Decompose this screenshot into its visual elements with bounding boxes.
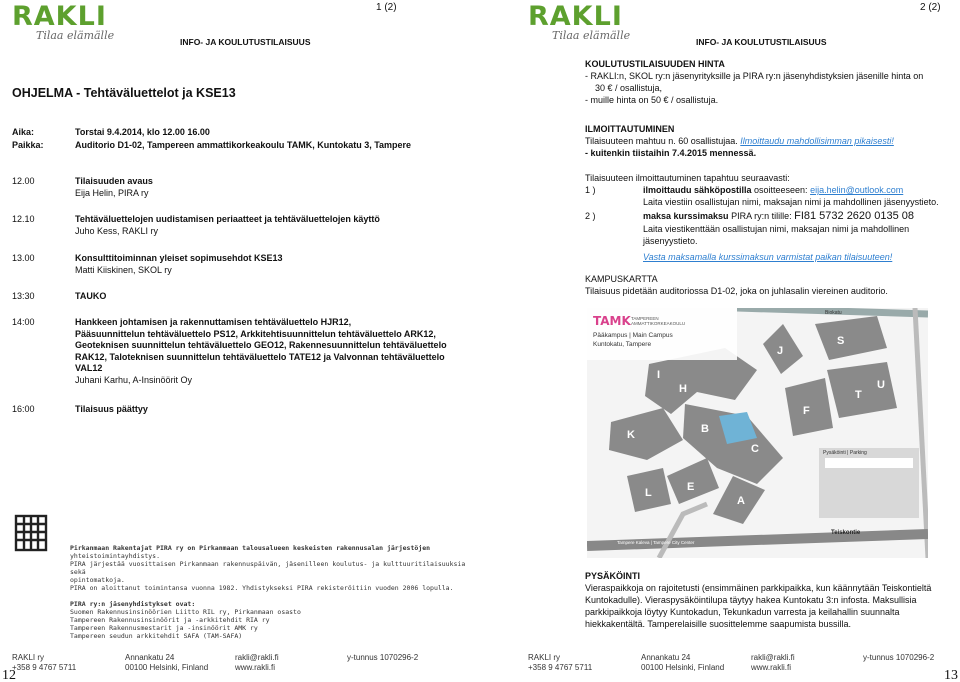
footer-city: 00100 Helsinki, Finland [641, 663, 725, 672]
parking-line: parkkipaikkoja löytyy Kuntokadun, Tekunkadun varresta ja keilahallin suunnalta [585, 607, 900, 617]
pira-logo [12, 512, 52, 558]
program-topic: Tehtäväluettelojen uudistamisen periaatteet ja tehtäväluettelojen käyttö [75, 214, 380, 224]
step2-text: PIRA ry:n tilille: [728, 211, 795, 221]
payment-warning: Vasta maksamalla kurssimaksun varmistat paikan tilaisuuteen! [643, 252, 893, 262]
campus-address: Kuntokatu, Tampere [593, 341, 652, 348]
map-letter: S [837, 335, 845, 347]
map-letter: E [687, 481, 695, 493]
step-number: 1 ) [585, 185, 596, 195]
parking-line: Kuntokadulle). Vieraspysäköintilupa täytyy hakea Kuntokatu 3:n infosta. Maksullisia [585, 595, 917, 605]
campus-title: KAMPUSKARTTA [585, 274, 658, 284]
rakli-logo [12, 1, 115, 42]
pira-text-line: opintomatkoja. [70, 576, 125, 584]
pira-member: Suomen Rakennusinsinöörien Liitto RIL ry, Pirkanmaan osasto [70, 608, 301, 616]
footer-web[interactable]: www.rakli.fi [235, 663, 276, 672]
pira-member: Tampereen Rakennusmestarit ja -insinöörit AMK ry [70, 624, 258, 632]
map-letter: T [855, 389, 862, 401]
step2-action: maksa kurssimaksu [643, 211, 729, 221]
price-title: KOULUTUSTILAISUUDEN HINTA [585, 59, 725, 69]
map-letter: L [645, 487, 652, 499]
pira-text-line [70, 592, 470, 600]
parking-line: Vieraspaikkoja on rajoitetusti (ensimmäinen parkkipaikka, kun käännytään Teiskontieltä [585, 583, 932, 593]
page-number: 2 (2) [920, 2, 941, 13]
program-topic: Tilaisuuden avaus [75, 176, 153, 186]
pira-text-line: Pirkanmaan Rakentajat PIRA ry on Pirkanmaan talousalueen keskeisten rakennusalan järjestöjen [70, 544, 431, 552]
step-number: 2 ) [585, 211, 596, 221]
footer-business-id: y-tunnus 1070296-2 [347, 653, 419, 662]
street-label: Tampere Kaleva | Tampere City Center [617, 540, 695, 545]
program-speaker: Eija Helin, PIRA ry [75, 187, 149, 198]
map-letter: B [701, 423, 709, 435]
capacity-text: Tilaisuuteen mahtuu n. 60 osallistujaa. [585, 136, 738, 146]
step1-note: Laita viestiin osallistujan nimi, maksajan nimi ja mahdollinen jäsenyystieto. [643, 197, 939, 207]
registration-title: ILMOITTAUTUMINEN [585, 124, 675, 134]
registration-section [585, 123, 950, 159]
footer-phone: +358 9 4767 5711 [12, 663, 77, 672]
campus-section [585, 273, 955, 297]
deadline-text: - kuitenkin tiistaihin 7.4.2015 mennessä. [585, 148, 757, 158]
program-time: 13:30 [12, 291, 35, 301]
section-heading: INFO- JA KOULUTUSTILAISUUS [696, 37, 827, 47]
paikka-value: Auditorio D1-02, Tampereen ammattikorkeakoulu TAMK, Kuntokatu 3, Tampere [75, 140, 412, 150]
logo-word: RAKLI [528, 1, 623, 32]
folio: 12 [2, 668, 16, 682]
street-label: Teiskontie [831, 530, 861, 536]
campus-text: Tilaisuus pidetään auditoriossa D1-02, joka on juhlasalin viereinen auditorio. [585, 286, 888, 296]
step1-text: osoitteeseen: [751, 185, 811, 195]
program-topic: Pääsuunnittelun tehtäväluettelo PS12, Arkkitehtisuunnittelun tehtäväluettelo ARK12, [75, 328, 436, 339]
map-letter: J [777, 345, 784, 357]
paikka-label: Paikka: [12, 140, 44, 150]
campus-map [587, 308, 928, 558]
tamk-logo: TAMK [593, 314, 631, 328]
footer-email[interactable]: rakli@rakli.fi [235, 653, 279, 662]
parking-line: hiekkakentältä. Tamperelaisille suosittelemme saapumista bussilla. [585, 619, 851, 629]
program-topic: Tilaisuus päättyy [75, 404, 148, 414]
folio: 13 [944, 668, 958, 682]
footer-city: 00100 Helsinki, Finland [125, 663, 209, 672]
step2-note: jäsenyystieto. [643, 236, 698, 246]
iban: FI81 5732 2620 0135 08 [794, 210, 914, 222]
program-time: 12.10 [12, 214, 35, 224]
program-topic: TAUKO [75, 291, 107, 301]
map-letter: I [657, 369, 661, 381]
program-time: 12.00 [12, 176, 35, 186]
footer-web[interactable]: www.rakli.fi [751, 663, 792, 672]
parking-title: PYSÄKÖINTI [585, 571, 641, 581]
street-label: Biokatu [825, 310, 842, 316]
pira-text-line: PIRA järjestää vuosittaisen Pirkanmaan rakennuspäivän, jäsenilleen koulutus- ja kulttuuritilaisuuksia sekä [70, 560, 466, 576]
map-letter: A [737, 495, 745, 507]
program-time: 16:00 [12, 404, 35, 414]
price-line: - muille hinta on 50 € / osallistuja. [585, 95, 719, 105]
footer-street: Annankatu 24 [125, 653, 175, 662]
tamk-subtitle: TAMPEREEN AMMATTIKORKEAKOULU [631, 316, 686, 326]
aika-value: Torstai 9.4.2014, klo 12.00 16.00 [75, 127, 210, 137]
pira-member: Tampereen Rakennusinsinöörit ja -arkkitehdit RIA ry [70, 616, 270, 624]
program-topic: Konsulttitoiminnan yleiset sopimusehdot KSE13 [75, 253, 283, 263]
step1-action: ilmoittaudu sähköpostilla [643, 185, 752, 195]
pira-members-title: PIRA ry:n jäsenyhdistykset ovat: [70, 600, 196, 608]
right-page [480, 0, 960, 682]
register-link[interactable]: Ilmoittaudu mahdollisimman pikaisesti! [740, 136, 894, 146]
program-topic: Geoteknisen suunnittelun tehtäväluettelo GEO12, Rakennesuunnittelun tehtäväluettelo [75, 340, 447, 350]
program-topic: Hankkeen johtamisen ja rakennuttamisen tehtäväluettelo HJR12, [75, 317, 352, 327]
logo-tagline: Tilaa elämälle [552, 29, 631, 42]
parking-section [585, 570, 955, 630]
map-letter: F [803, 405, 810, 417]
page-title: OHJELMA - Tehtäväluettelot ja KSE13 [12, 86, 236, 100]
rakli-logo [528, 1, 631, 42]
page-number: 1 (2) [376, 2, 397, 13]
program-speaker: Juhani Karhu, A-Insinöörit Oy [75, 374, 193, 385]
footer-street: Annankatu 24 [641, 653, 691, 662]
footer-org: RAKLI ry [12, 653, 45, 662]
aika-label: Aika: [12, 127, 35, 137]
email-link[interactable]: eija.helin@outlook.com [810, 185, 904, 195]
logo-tagline: Tilaa elämälle [36, 29, 115, 42]
footer-phone: +358 9 4767 5711 [528, 663, 593, 672]
price-section [585, 58, 950, 106]
map-letter: K [627, 429, 635, 441]
pira-text-line: PIRA on aloittanut toimintansa vuonna 1982. Yhdistykseksi PIRA rekisteröitiin vuoden 2006 lopulla. [70, 584, 454, 592]
map-letter: U [877, 379, 885, 391]
program-topic: VAL12 [75, 363, 103, 373]
footer-email[interactable]: rakli@rakli.fi [751, 653, 795, 662]
map-letter: H [679, 383, 687, 395]
pira-info [70, 544, 470, 640]
price-line: - RAKLI:n, SKOL ry:n jäsenyrityksille ja PIRA ry:n jäsenyhdistyksien jäsenille hinta on [585, 71, 924, 81]
step2-note: Laita viestikenttään osallistujan nimi, maksajan nimi ja mahdollinen [643, 224, 910, 234]
footer-business-id: y-tunnus 1070296-2 [863, 653, 935, 662]
program-topic: RAK12, Taloteknisen suunnittelun tehtäväluettelo TATE12 ja Valvonnan tehtäväluettelo [75, 351, 445, 362]
program-time: 14:00 [12, 317, 35, 327]
steps-intro: Tilaisuuteen ilmoittautuminen tapahtuu seuraavasti: [585, 173, 790, 183]
logo-word: RAKLI [12, 1, 107, 32]
program-speaker: Juho Kess, RAKLI ry [75, 225, 159, 236]
price-line: 30 € / osallistuja, [585, 83, 663, 93]
parking-label: Pysäköinti | Parking [823, 450, 867, 456]
steps-section [585, 172, 955, 265]
program-time: 13.00 [12, 253, 35, 263]
pira-text-line: yhteistoimintayhdistys. [70, 552, 161, 560]
footer-org: RAKLI ry [528, 653, 561, 662]
section-heading: INFO- JA KOULUTUSTILAISUUS [180, 37, 311, 47]
pira-member: Tampereen seudun arkkitehdit SAFA (TAM-SAFA) [70, 632, 243, 640]
campus-name: Pääkampus | Main Campus [593, 332, 673, 339]
map-letter: C [751, 443, 759, 455]
program-speaker: Matti Kiiskinen, SKOL ry [75, 264, 172, 275]
